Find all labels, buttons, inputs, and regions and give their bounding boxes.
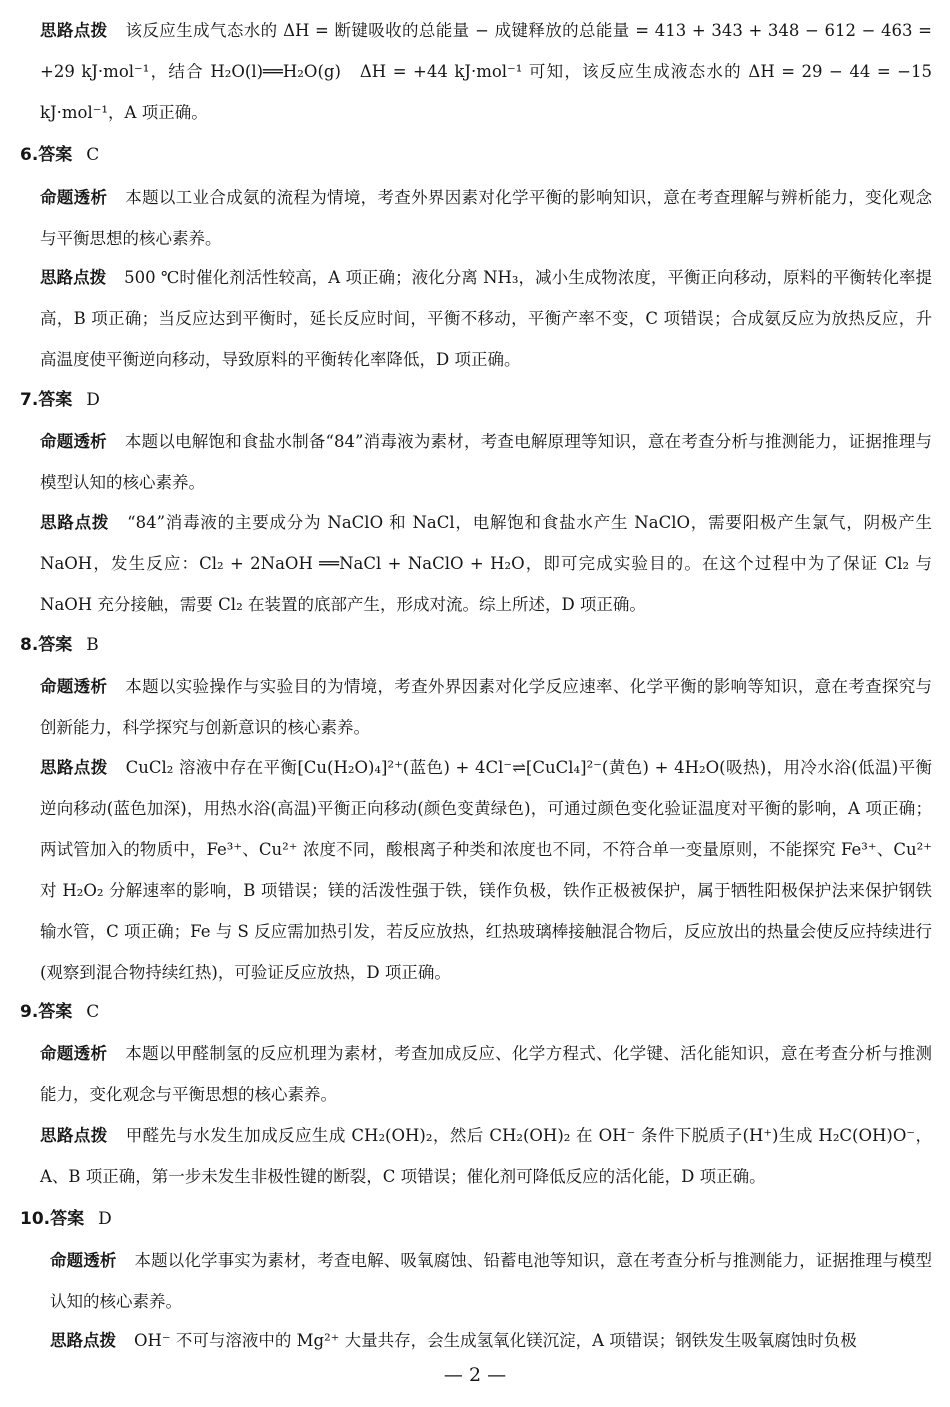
q6-intent-text: 本题以工业合成氨的流程为情境，考查外界因素对化学平衡的影响知识，意在考查理解与辨析能力，变化观念与平衡思想的核心素养。	[40, 188, 933, 248]
q6-answer: C	[86, 145, 100, 165]
page-number: — 2 —	[443, 1364, 507, 1386]
q8-hint	[40, 747, 932, 993]
q8-hint-text: CuCl₂ 溶液中存在平衡[Cu(H₂O)₄]²⁺(蓝色) + 4Cl⁻⇌[CuCl₄]²⁻(黄色) + 4H₂O(吸热)，用冷水浴(低温)平衡逆向移动(蓝色加深)，用热水浴(高温)平衡正向移动(颜色变黄绿色)，可通过颜色变化验证温度对平衡的影响，A 项正确；两试管加入的物质中，Fe³⁺、Cu²⁺ 浓度不同，酸根离子种类和浓度也不同，不符合单一变量原则，不能探究 Fe³⁺、Cu²⁺ 对 H₂O₂ 分解速率的影响，B 项错误；镁的活泼性强于铁，镁作负极，铁作正极被保护，属于牺牲阳极保护法来保护钢铁输水管，C 项正确；Fe 与 S 反应需加热引发，若反应放热，红热玻璃棒接触混合物后，反应放出的热量会使反应持续进行(观察到混合物持续红热)，可验证反应放热，D 项正确。	[40, 758, 932, 982]
q10-hint	[50, 1320, 932, 1361]
q7-answer-line	[20, 385, 100, 415]
q7-answer: D	[86, 390, 100, 410]
hint-label: 思路点拨	[40, 1126, 108, 1145]
hint-label: 思路点拨	[40, 758, 108, 777]
q9-intent-text: 本题以甲醛制氢的反应机理为素材，考查加成反应、化学方程式、化学键、活化能知识，意在考查分析与推测能力，变化观念与平衡思想的核心素养。	[40, 1044, 933, 1104]
q6-hint-text: 500 ℃时催化剂活性较高，A 项正确；液化分离 NH₃，减小生成物浓度，平衡正向移动，原料的平衡转化率提高，B 项正确；当反应达到平衡时，延长反应时间，平衡不移动，平衡产率不变，C 项错误；合成氨反应为放热反应，升高温度使平衡逆向移动，导致原料的平衡转化率降低，D 项正确。	[40, 268, 932, 369]
q7-intent	[40, 421, 932, 503]
q7-number: 7.	[20, 390, 39, 410]
q7-hint	[40, 502, 932, 625]
q8-answer-line	[20, 630, 99, 660]
q9-answer: C	[86, 1002, 100, 1022]
q5-hint-text: 该反应生成气态水的 ΔH = 断键吸收的总能量 − 成键释放的总能量 = 413 + 343 + 348 − 612 − 463 = +29 kJ·mol⁻¹，结合 H₂O(l)══H₂O(g) ΔH = +44 kJ·mol⁻¹ 可知，该反应生成液态水的 ΔH = 29 − 44 = −15 kJ·mol⁻¹，A 项正确。	[40, 21, 932, 122]
answer-label: 答案	[38, 390, 73, 410]
q9-hint-text: 甲醛先与水发生加成反应生成 CH₂(OH)₂，然后 CH₂(OH)₂ 在 OH⁻ 条件下脱质子(H⁺)生成 H₂C(OH)O⁻，A、B 项正确，第一步未发生非极性键的断裂，C 项错误；催化剂可降低反应的活化能，D 项正确。	[40, 1126, 933, 1186]
q10-answer: D	[98, 1209, 112, 1229]
q8-intent	[40, 666, 932, 748]
intent-label: 命题透析	[40, 677, 108, 696]
q7-intent-text: 本题以电解饱和食盐水制备“84”消毒液为素材，考查电解原理等知识，意在考查分析与推测能力，证据推理与模型认知的核心素养。	[40, 432, 932, 492]
q5-hint	[40, 10, 932, 133]
answer-label: 答案	[38, 635, 73, 655]
q10-answer-line	[20, 1204, 112, 1234]
q6-number: 6.	[20, 145, 39, 165]
q9-hint	[40, 1115, 932, 1197]
q8-intent-text: 本题以实验操作与实验目的为情境，考查外界因素对化学反应速率、化学平衡的影响等知识，意在考查探究与创新能力，科学探究与创新意识的核心素养。	[40, 677, 933, 737]
q9-answer-line	[20, 997, 99, 1027]
intent-label: 命题透析	[40, 188, 108, 207]
intent-label: 命题透析	[50, 1251, 117, 1270]
hint-label: 思路点拨	[40, 513, 110, 532]
q9-intent	[40, 1033, 932, 1115]
q9-number: 9.	[20, 1002, 39, 1022]
hint-label: 思路点拨	[50, 1331, 116, 1350]
q10-number: 10.	[20, 1209, 51, 1229]
hint-label: 思路点拨	[40, 21, 108, 40]
intent-label: 命题透析	[40, 432, 107, 451]
q10-intent	[50, 1240, 932, 1322]
q8-number: 8.	[20, 635, 39, 655]
hint-label: 思路点拨	[40, 268, 107, 287]
q7-hint-text: “84”消毒液的主要成分为 NaClO 和 NaCl，电解饱和食盐水产生 NaClO，需要阳极产生氯气，阴极产生 NaOH，发生反应：Cl₂ + 2NaOH ══NaCl + NaClO + H₂O，即可完成实验目的。在这个过程中为了保证 Cl₂ 与 NaOH 充分接触，需要 Cl₂ 在装置的底部产生，形成对流。综上所述，D 项正确。	[40, 513, 933, 614]
q6-intent	[40, 177, 932, 259]
intent-label: 命题透析	[40, 1044, 108, 1063]
q6-hint	[40, 257, 932, 380]
answer-label: 答案	[38, 145, 73, 165]
q10-intent-text: 本题以化学事实为素材，考查电解、吸氧腐蚀、铅蓄电池等知识，意在考查分析与推测能力，证据推理与模型认知的核心素养。	[50, 1251, 933, 1311]
q6-answer-line	[20, 140, 99, 170]
q10-hint-text: OH⁻ 不可与溶液中的 Mg²⁺ 大量共存，会生成氢氧化镁沉淀，A 项错误；钢铁发生吸氧腐蚀时负极	[134, 1331, 857, 1350]
q8-answer: B	[86, 635, 99, 655]
answer-label: 答案	[38, 1002, 73, 1022]
answer-label: 答案	[50, 1209, 85, 1229]
